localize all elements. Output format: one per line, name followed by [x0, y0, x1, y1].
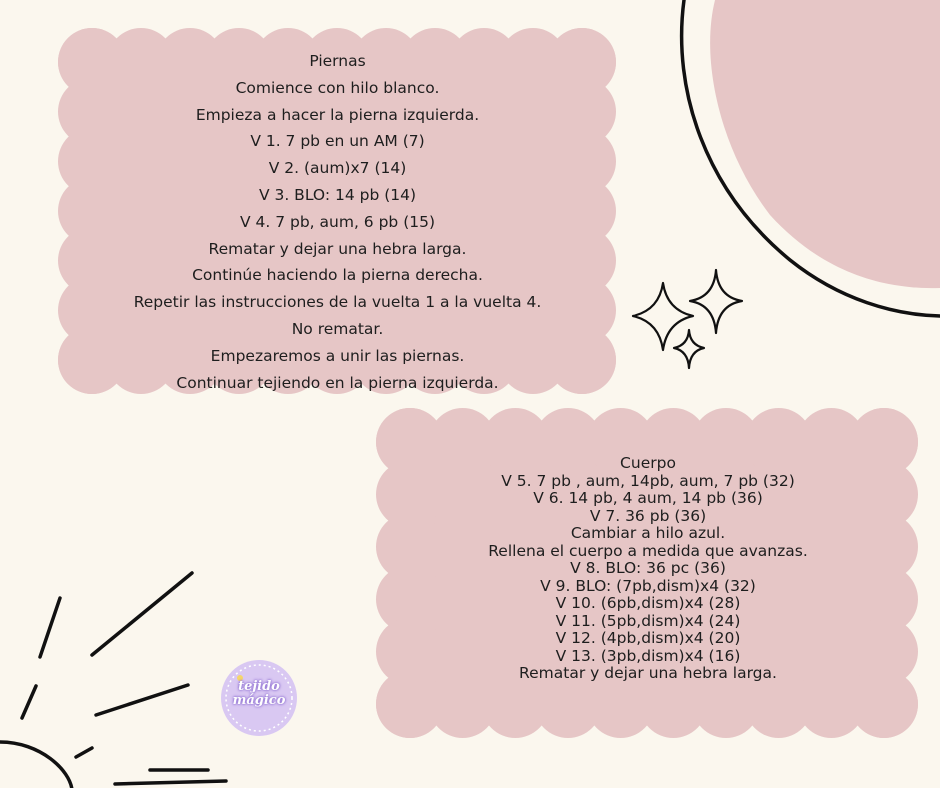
instruction-line: V 2. (aum)x7 (14) — [268, 159, 407, 178]
instruction-line: V 13. (3pb,dism)x4 (16) — [555, 646, 741, 665]
instruction-line: V 12. (4pb,dism)x4 (20) — [555, 629, 741, 647]
logo-wordmark — [222, 680, 296, 708]
logo-line-1: tejido — [238, 679, 280, 694]
instruction-line: V 1. 7 pb en un AM (7) — [250, 132, 425, 151]
instruction-line: V 8. BLO: 36 pc (36) — [570, 559, 726, 577]
instruction-line: V 9. BLO: (7pb,dism)x4 (32) — [540, 576, 756, 595]
instruction-line: Continuar tejiendo en la pierna izquierda. — [176, 373, 499, 392]
instruction-line: Comience con hilo blanco. — [235, 78, 440, 97]
instruction-line: V 6. 14 pb, 4 aum, 14 pb (36) — [533, 489, 763, 507]
instruction-line: Rematar y dejar una hebra larga. — [208, 239, 467, 258]
sparkle-icon — [633, 270, 742, 368]
instruction-line: Empezaremos a unir las piernas. — [210, 346, 465, 365]
instruction-line: Continúe haciendo la pierna derecha. — [192, 266, 483, 285]
sun-icon — [0, 573, 226, 788]
instruction-line: V 7. 36 pb (36) — [589, 506, 707, 525]
instruction-line: Rematar y dejar una hebra larga. — [519, 664, 777, 682]
corner-blob — [710, 0, 940, 288]
instruction-line: V 3. BLO: 14 pb (14) — [258, 185, 417, 204]
instruction-line: No rematar. — [291, 319, 384, 338]
instruction-line: Repetir las instrucciones de la vuelta 1 a la vuelta 4. — [133, 293, 542, 312]
piernas-section — [60, 48, 615, 396]
instruction-line: V 4. 7 pb, aum, 6 pb (15) — [239, 212, 436, 231]
cuerpo-section — [378, 455, 918, 683]
instruction-line: V 11. (5pb,dism)x4 (24) — [555, 611, 741, 630]
instruction-line: Rellena el cuerpo a medida que avanzas. — [488, 541, 808, 560]
instruction-line: V 5. 7 pb , aum, 14pb, aum, 7 pb (32) — [501, 471, 795, 490]
instruction-line: Cambiar a hilo azul. — [570, 524, 726, 542]
section-title-piernas: Piernas — [309, 52, 366, 70]
section-title-cuerpo: Cuerpo — [620, 454, 676, 472]
instruction-line: Empieza a hacer la pierna izquierda. — [195, 105, 480, 124]
logo-line-2: mágico — [232, 693, 286, 708]
instruction-line: V 10. (6pb,dism)x4 (28) — [555, 594, 741, 612]
